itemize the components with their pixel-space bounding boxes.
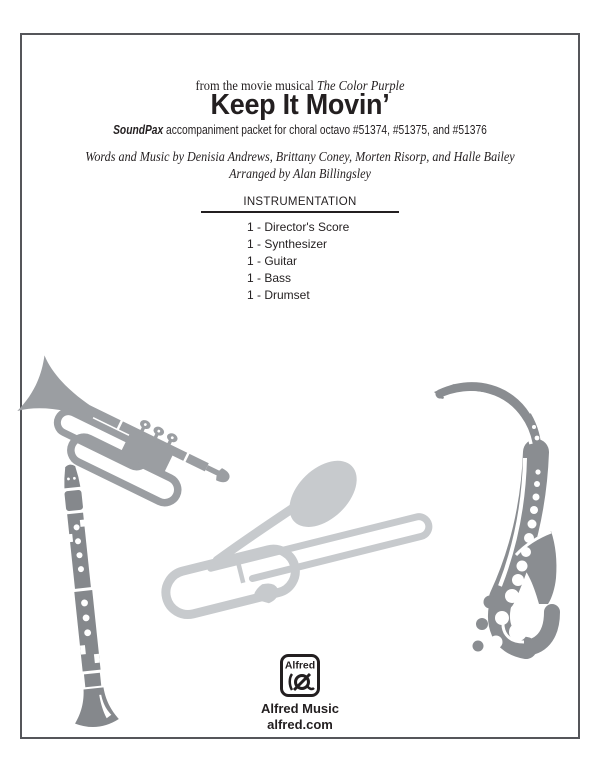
instrumentation-item: 1 - Director's Score (247, 220, 350, 234)
page-title: Keep It Movin’ (210, 89, 390, 121)
movie-source-prefix: from the movie musical (195, 78, 317, 93)
saxophone-illustration (430, 380, 580, 675)
instrumentation-item: 1 - Guitar (247, 254, 298, 268)
publisher-website: alfred.com (267, 717, 333, 732)
trombone-illustration (140, 430, 470, 630)
alfred-logo-text: Alfred (284, 659, 316, 672)
movie-title: The Color Purple (316, 78, 405, 93)
instrumentation-underline (201, 211, 399, 213)
soundpax-brand: SoundPax (113, 123, 164, 137)
credits-words-music: Words and Music by Denisia Andrews, Brittany Coney, Morten Risorp, and Halle Bailey (85, 149, 515, 164)
instrumentation-item: 1 - Drumset (247, 288, 310, 302)
instrumentation-list (201, 219, 399, 304)
soundpax-description: accompaniment packet for choral octavo #51374, #51375, and #51376 (163, 123, 487, 137)
instrumentation-item: 1 - Bass (247, 271, 292, 285)
credits-arranger: Arranged by Alan Billingsley (229, 166, 371, 181)
instrumentation-item: 1 - Synthesizer (247, 237, 328, 251)
alfred-logo-icon (279, 653, 321, 699)
instrumentation-heading: INSTRUMENTATION (243, 196, 357, 208)
soundpax-line (54, 123, 546, 137)
clarinet-illustration (46, 462, 130, 738)
publisher-name: Alfred Music (260, 701, 339, 716)
